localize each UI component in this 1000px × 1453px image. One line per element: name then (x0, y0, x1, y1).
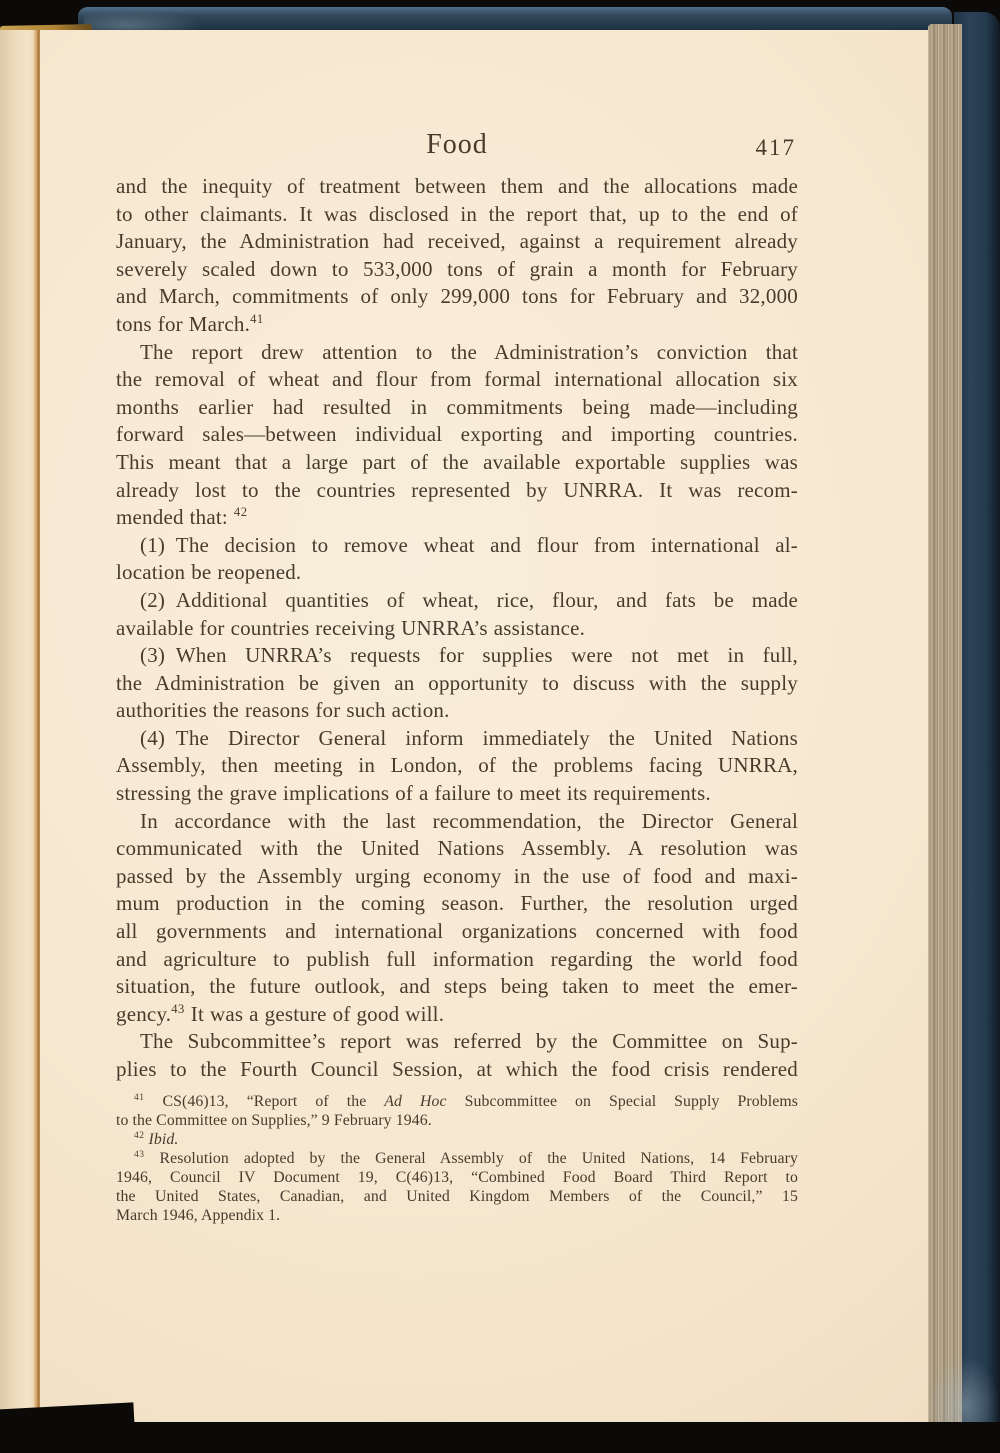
footnote-marker: 41 (250, 312, 264, 327)
text-line: communicated with the United Nations Assembly. A resolution was (116, 836, 798, 861)
text-line: available for countries receiving UNRRA’s assistance. (116, 615, 586, 640)
page-stack-fore-edge (928, 24, 962, 1430)
text-line: months earlier had resulted in commitments being made—including (116, 394, 798, 419)
bottom-background-band (0, 1422, 1000, 1453)
book-page (40, 30, 930, 1422)
text-segment: mended that: (116, 505, 234, 530)
text-segment: gency. (116, 1001, 172, 1026)
text-line: passed by the Assembly urging economy in the use of food and maxi- (116, 863, 798, 888)
text-line (116, 1001, 798, 1029)
text-line: Assembly, then meeting in London, of the problems facing UNRRA, (116, 753, 798, 778)
text-line: severely scaled down to 533,000 tons of grain a month for February (116, 256, 798, 281)
text-line: situation, the future outlook, and steps being taken to meet the emer- (116, 974, 798, 999)
text-line: (3) When UNRRA’s requests for supplies were not met in full, (140, 643, 798, 668)
footnote-marker: 42 (233, 505, 248, 520)
text-segment: Resolution adopted by the General Assembly of the United Nations, 14 February (144, 1150, 798, 1167)
text-line: forward sales—between individual exporting and importing countries. (116, 422, 798, 447)
text-line: plies to the Fourth Council Session, at which the food crisis rendered (116, 1057, 798, 1081)
text-line: already lost to the countries represented by UNRRA. It was recom- (116, 477, 798, 502)
text-line: and agriculture to publish full information regarding the world food (116, 946, 798, 971)
text-line: the United States, Canadian, and United Kingdom Members of the Council,” 15 (116, 1188, 798, 1205)
italic-text: Ibid. (148, 1131, 179, 1148)
text-line: stressing the grave implications of a failure to meet its requirements. (116, 781, 711, 806)
text-line: and March, commitments of only 299,000 tons for February and 32,000 (116, 284, 798, 309)
text-line (116, 1130, 798, 1149)
text-line: the removal of wheat and flour from formal international allocation six (116, 367, 798, 392)
text-line: to the Committee on Supplies,” 9 February 1946. (116, 1112, 432, 1129)
text-line (116, 311, 798, 339)
text-line: mum production in the coming season. Further, the resolution urged (116, 891, 798, 916)
text-line (116, 1092, 798, 1111)
text-line: all governments and international organizations concerned with food (116, 919, 798, 944)
text-line: 1946, Council IV Document 19, C(46)13, “Combined Food Board Third Report to (116, 1169, 798, 1186)
text-line: The report drew attention to the Administration’s conviction that (140, 339, 798, 364)
text-segment: It was a gesture of good will. (184, 1001, 445, 1026)
text-line: (4) The Director General inform immediately the United Nations (140, 725, 798, 750)
text-segment: CS(46)13, “Report of the (144, 1093, 385, 1110)
text-column (116, 30, 798, 1422)
footnote-marker: 43 (171, 1002, 185, 1017)
italic-text: Ad Hoc (384, 1093, 447, 1110)
page-body (116, 173, 798, 1084)
page-number: 417 (755, 135, 796, 160)
text-line: to other claimants. It was disclosed in the report that, up to the end of (116, 201, 798, 226)
text-line: The Subcommittee’s report was referred by the Committee on Sup- (140, 1029, 798, 1054)
text-line: (1) The decision to remove wheat and flour from international al- (140, 532, 798, 557)
text-line: location be reopened. (116, 560, 302, 585)
text-line: (2) Additional quantities of wheat, rice, flour, and fats be made (140, 587, 798, 612)
footnote-marker: 42 (134, 1131, 145, 1142)
text-line: In accordance with the last recommendation, the Director General (140, 808, 798, 833)
text-line (116, 504, 798, 532)
footnote-marker: 41 (134, 1093, 145, 1104)
text-line: January, the Administration had received, against a requirement already (116, 229, 798, 254)
footnote-marker: 43 (134, 1150, 145, 1161)
text-line: This meant that a large part of the available exportable supplies was (116, 449, 798, 474)
text-line: authorities the reasons for such action. (116, 698, 450, 723)
text-segment: Subcommittee on Special Supply Problems (446, 1093, 798, 1110)
text-line: March 1946, Appendix 1. (116, 1207, 281, 1224)
text-line (116, 1149, 798, 1168)
text-line: and the inequity of treatment between them and the allocations made (116, 174, 798, 198)
footnotes (116, 1092, 798, 1225)
text-segment: tons for March. (116, 311, 251, 336)
running-head: Food (426, 129, 488, 160)
text-line: the Administration be given an opportunity to discuss with the supply (116, 670, 798, 695)
